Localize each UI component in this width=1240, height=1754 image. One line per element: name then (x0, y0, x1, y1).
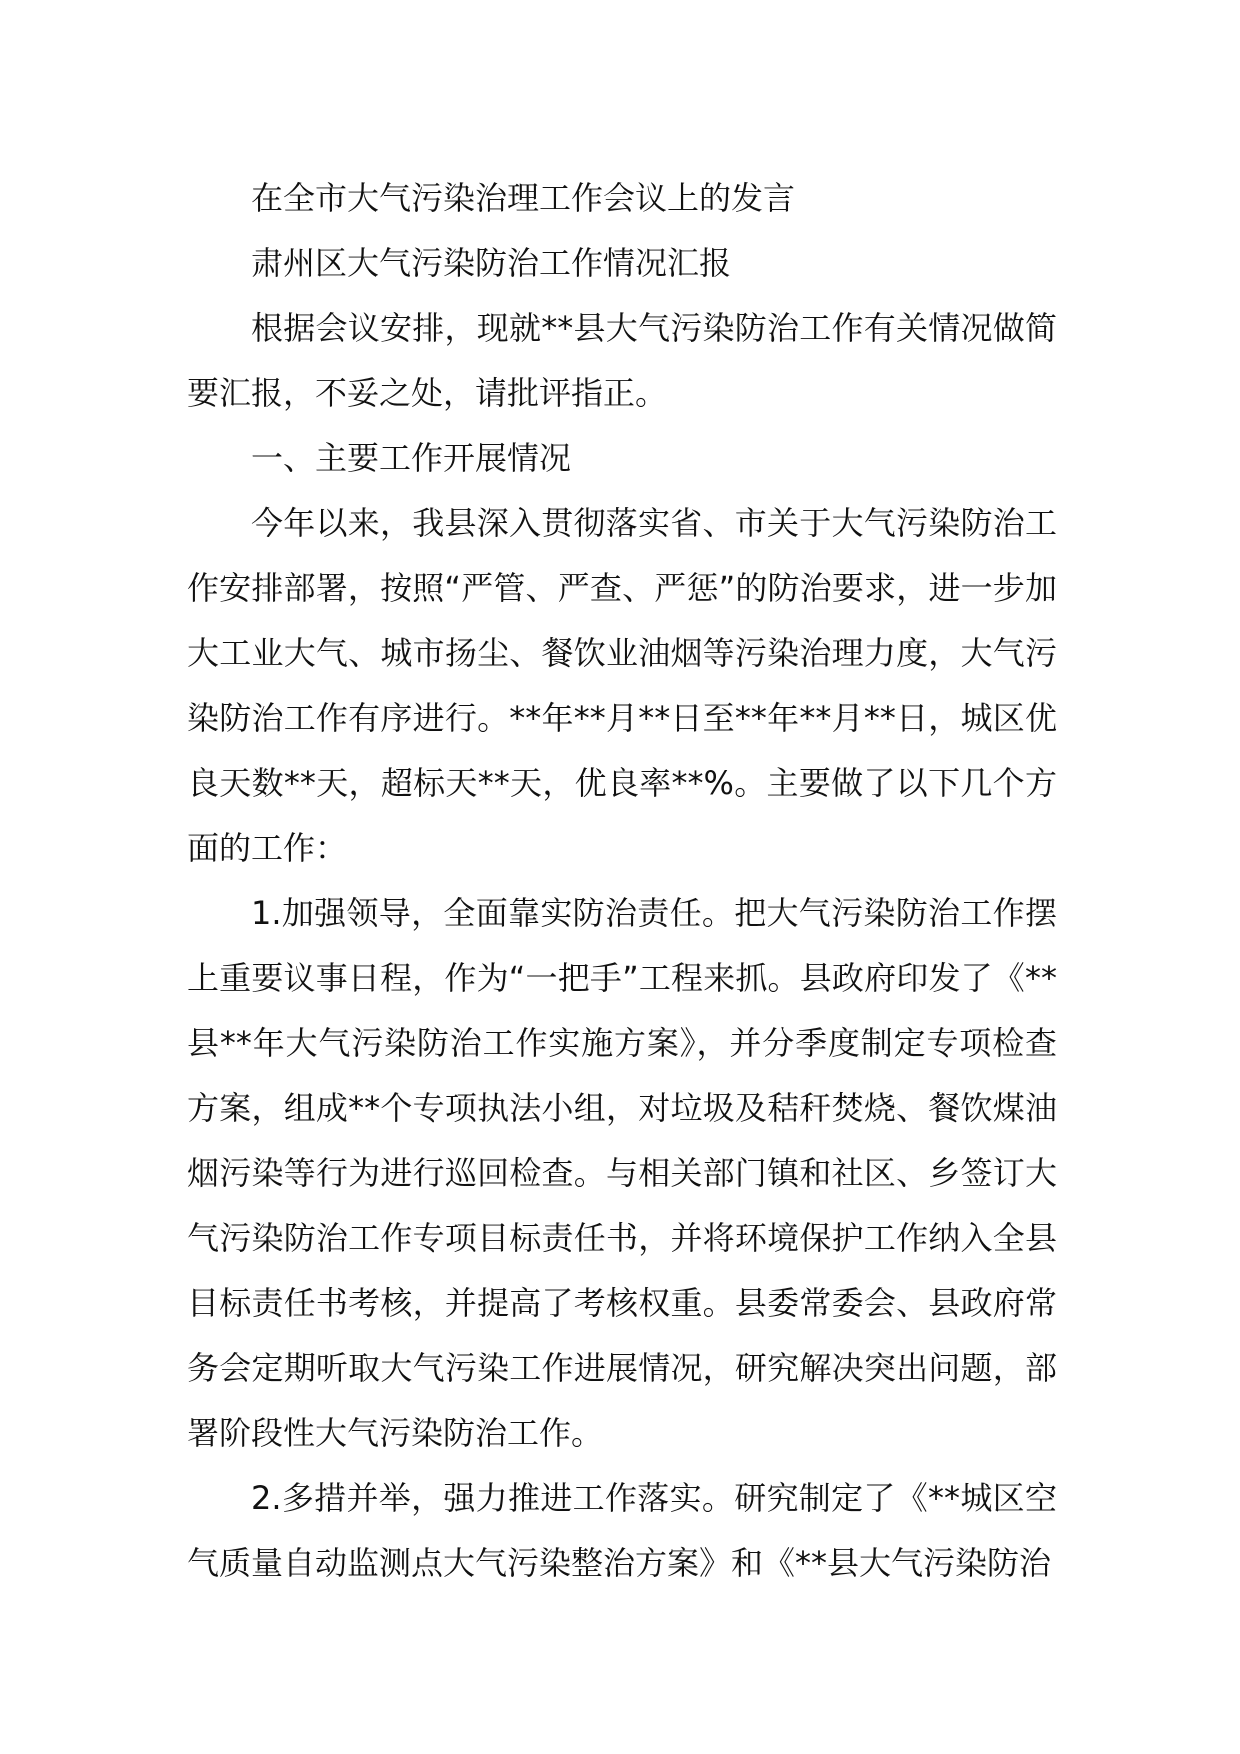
document-subtitle: 肃州区大气污染防治工作情况汇报 (251, 244, 732, 282)
section-heading: 一、主要工作开展情况 (251, 439, 572, 477)
section-paragraph: 今年以来，我县深入贯彻落实省、市关于大气污染防治工作安排部署，按照“严管、严查、严惩”的防治要求，进一步加大工业大气、城市扬尘、餐饮业油烟等污染治理力度，大气污染防治工作有序进行。**年**月**日至**年**月**日，城区优良天数**天，超标天**天，优良率**%。主要做了以下几个方面的工作： (187, 504, 1057, 867)
list-item-2: 2.多措并举，强力推进工作落实。研究制定了《**城区空气质量自动监测点大气污染整治方案》和《**县大气污染防治 (187, 1479, 1057, 1582)
list-item-1: 1.加强领导，全面靠实防治责任。把大气污染防治工作摆上重要议事日程，作为“一把手”工程来抓。县政府印发了《**县**年大气污染防治工作实施方案》，并分季度制定专项检查方案，组成**个专项执法小组，对垃圾及秸秆焚烧、餐饮煤油烟污染等行为进行巡回检查。与相关部门镇和社区、乡签订大气污染防治工作专项目标责任书，并将环境保护工作纳入全县目标责任书考核，并提高了考核权重。县委常委会、县政府常务会定期听取大气污染工作进展情况，研究解决突出问题，部署阶段性大气污染防治工作。 (187, 894, 1057, 1452)
document-body (187, 166, 1057, 1596)
document-title: 在全市大气污染治理工作会议上的发言 (251, 179, 796, 217)
intro-paragraph: 根据会议安排，现就**县大气污染防治工作有关情况做简要汇报，不妥之处，请批评指正。 (187, 309, 1057, 412)
